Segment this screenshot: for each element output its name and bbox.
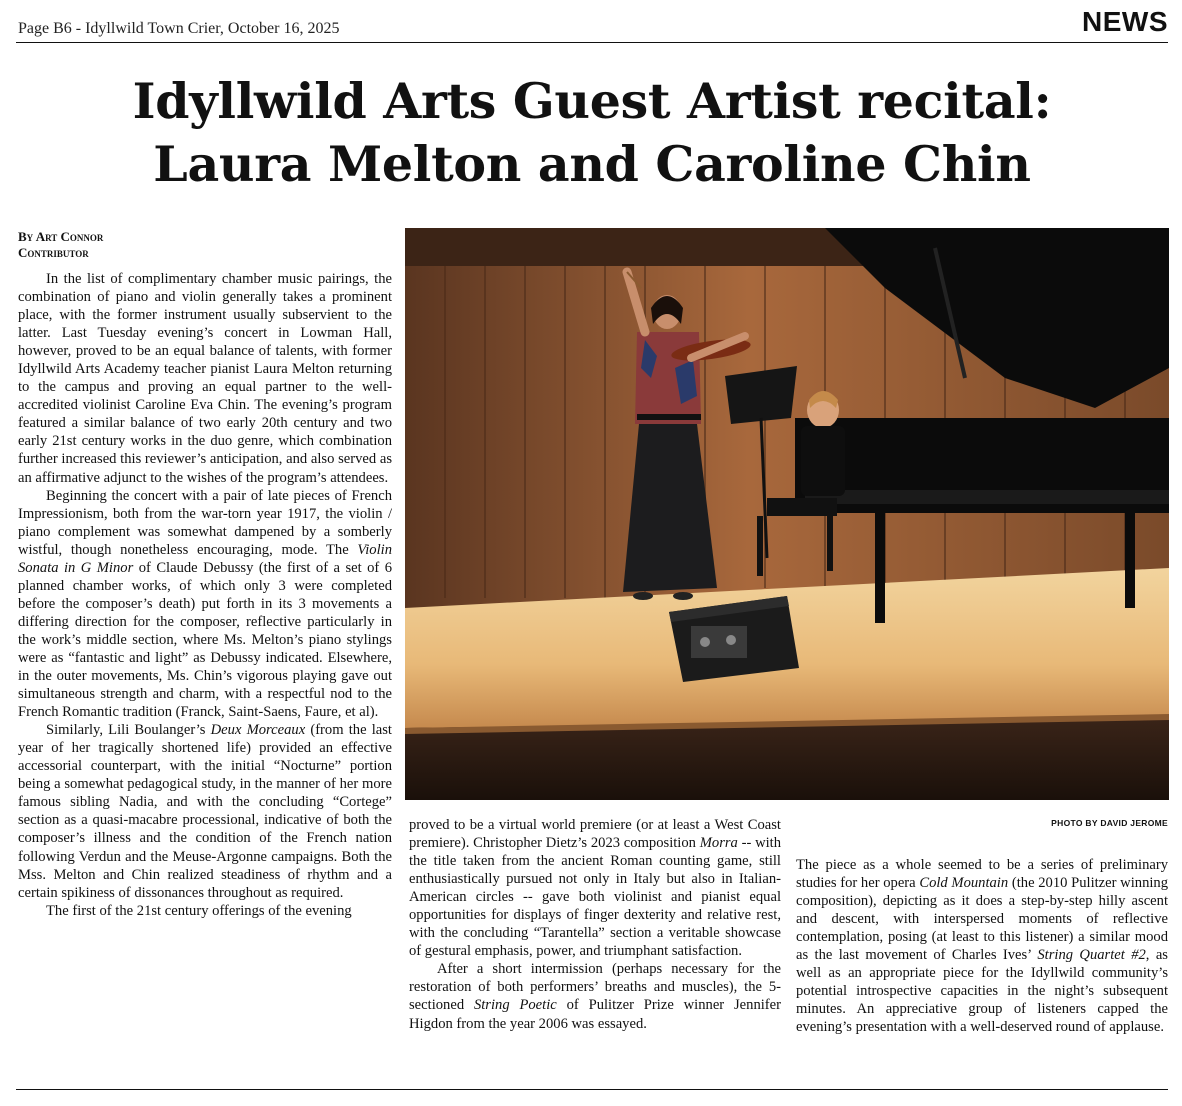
paragraph-1: In the list of complimentary chamber music pairings, the combination of piano and violin generally takes a prominent place, with the former instrument usually subservient to the latter. Last Tuesday evening’s concert in Lowman Hall, however, proved to be an equal balance of talents, with former Idyllwild Arts Academy teacher pianist Laura Melton returning to the campus and proving an equal partner to the well-accredited violinist Caroline Eva Chin. The evening’s program featured a similar balance of two early 20th century and two early 21st century works in the duo genre, which combination further increased this reviewer’s anticipation, and also served as an affirmative adjunct to the wishes of the program’s attendees. — [18, 271, 392, 486]
photo-credit: PHOTO BY DAVID JEROME — [1051, 818, 1168, 828]
paragraph-5: proved to be a virtual world premiere (or at least a West Coast premiere). Christopher Dietz’s 2023 composition Morra -- with the title taken from the ancient Roman counting game, still enthusiastically pursued not only in Italy but also in Italian-American circles -- gave both violinist and pianist equal opportunities for displays of finger dexterity and relative rest, with the concluding “Tarantella” section a veritable showcase of gestural emphasis, power, and triumphant satisfaction. — [409, 817, 782, 960]
bottom-rule — [16, 1089, 1168, 1090]
paragraph-6: After a short intermission (perhaps necessary for the restoration of both performers’ breaths and muscles), the 5-sectioned String Poetic of Pulitzer Prize winner Jennifer Higdon from the year 2006 was essayed. — [409, 961, 781, 1032]
page-info: Page B6 - Idyllwild Town Crier, October 16, 2025 — [18, 20, 340, 37]
paragraph-4: The first of the 21st century offerings of the evening — [46, 902, 352, 919]
byline-name: By Art Connor — [18, 229, 104, 244]
top-rule — [16, 42, 1168, 43]
headline-line-1: Idyllwild Arts Guest Artist recital: — [132, 72, 1052, 130]
section-label: NEWS — [1082, 6, 1168, 37]
headline — [16, 70, 1168, 196]
paragraph-7: The piece as a whole seemed to be a series of preliminary studies for her opera Cold Mountain (the 2010 Pulitzer winning composition), depicting as it does a step-by-step hilly ascent and descent, with interspersed moments of reflective contemplation, posing (at least to this listener) a similar mood as the last movement of Charles Ives’ String Quartet #2, as well as an appropriate piece for the Idyllwild community’s potential introspective capacities in the night’s subsequent minutes. An appreciative group of listeners capped the evening’s presentation with a well-deserved round of applause. — [796, 857, 1169, 1036]
byline-role: Contributor — [18, 245, 89, 260]
article-column-2 — [409, 816, 781, 1033]
paragraph-2: Beginning the concert with a pair of late pieces of French Impressionism, both from the war-torn year 1917, the violin / piano complement was somewhat dampened by a somberly wistful, though nonetheless encouraging, mode. The Violin Sonata in G Minor of Claude Debussy (the first of a set of 6 planned chamber works, of which only 3 were completed before the composer’s death) put forth in its 3 movements a differing direction for the composer, reflective particularly in the work’s middle section, where Ms. Melton’s piano stylings were as “fantastic and light” as Debussy indicated. Elsewhere, in the outer movements, Ms. Chin’s vigorous playing gave out simultaneous strength and charm, with a respectful nod to the French Romantic tradition (Franck, Saint-Saens, Faure, et al). — [18, 487, 392, 721]
concert-photo — [405, 228, 1169, 800]
article-column-1 — [18, 270, 392, 920]
byline — [18, 229, 398, 261]
article-column-3 — [796, 856, 1168, 1036]
paragraph-3: Similarly, Lili Boulanger’s Deux Morceaux (from the last year of her tragically shortened life) provided an effective accessorial counterpart, with the initial “Nocturne” portion being a somewhat pedagogical study, in the manner of her more famous sibling Nadia, and with the concluding “Cortege” section as a quasi-macabre processional, indicative of both the composer’s illness and the condition of the French nation following Verdun and the Meuse-Argonne campaigns. Both the Mss. Melton and Chin realized steadiness of rhythm and a certain spikiness of dissonances throughout as required. — [18, 722, 392, 901]
headline-line-2: Laura Melton and Caroline Chin — [153, 135, 1031, 193]
